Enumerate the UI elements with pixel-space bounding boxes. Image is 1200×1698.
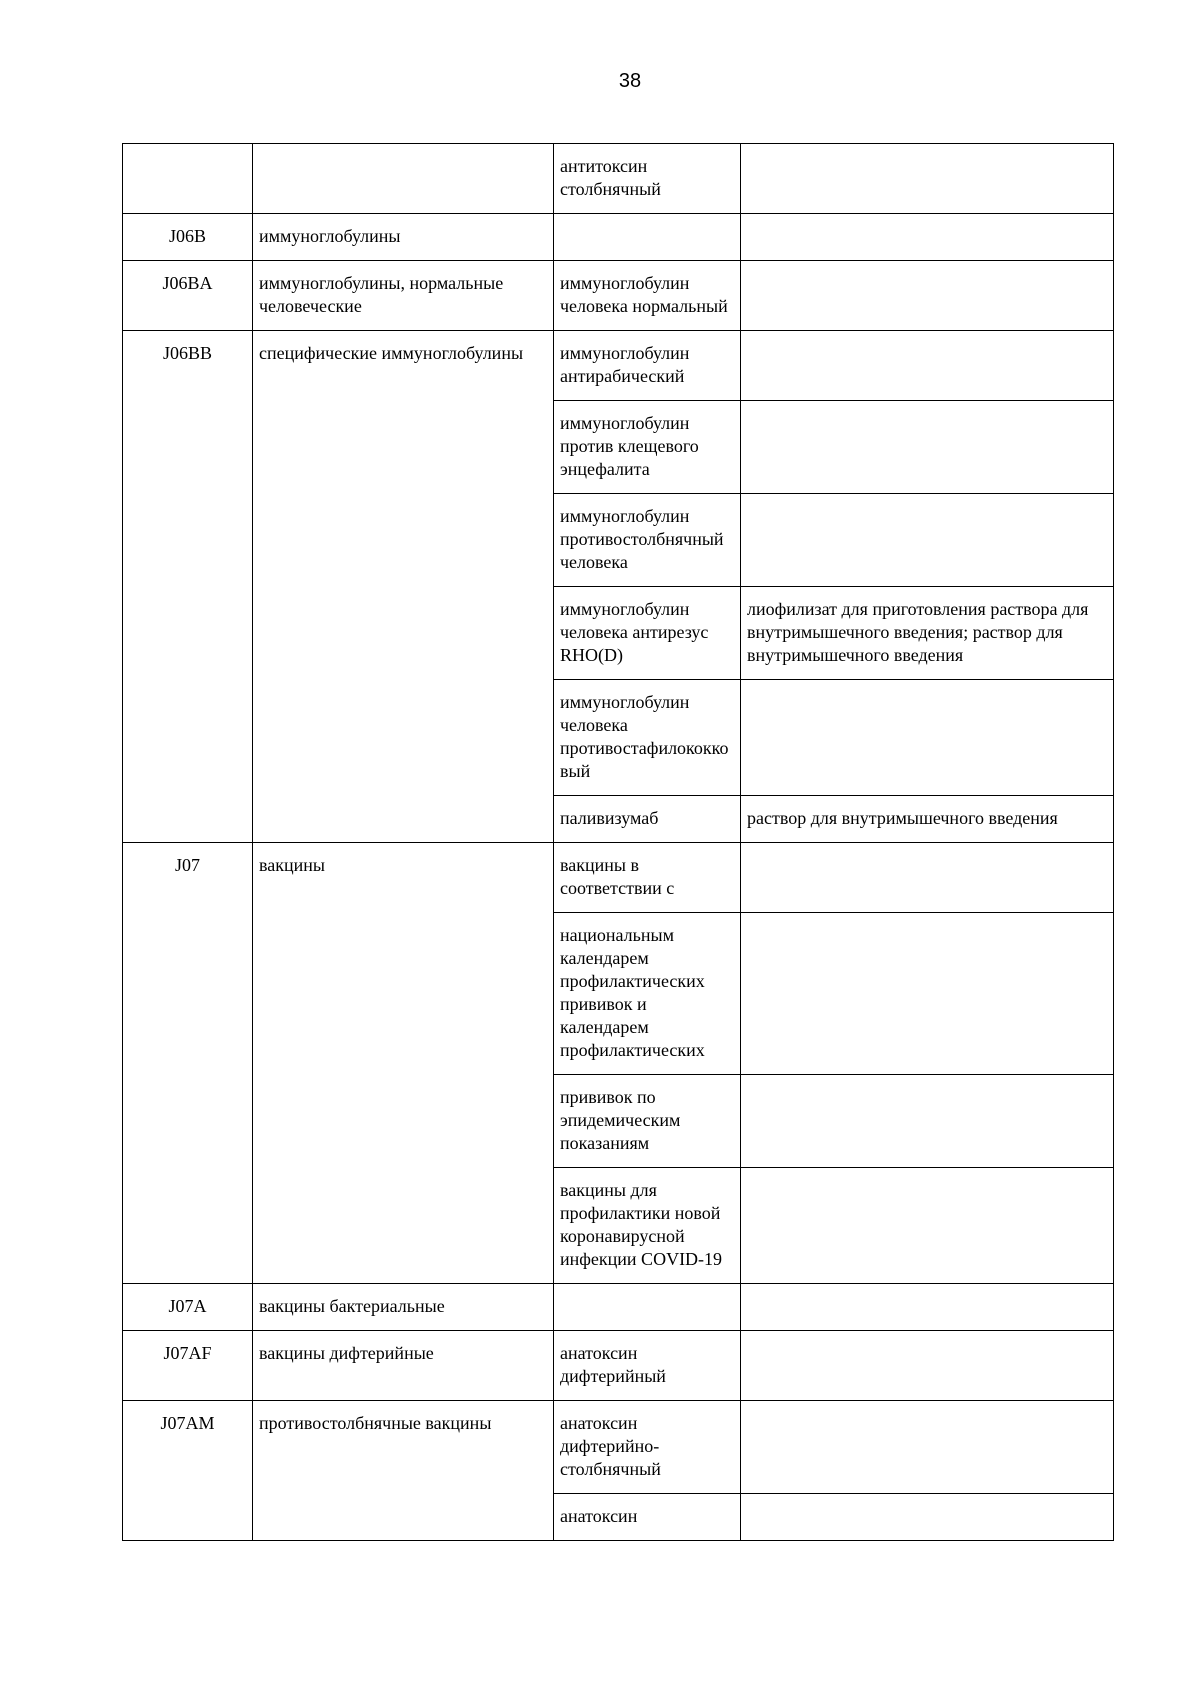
dosage-form-cell: лиофилизат для приготовления раствора для внутримышечного введения; раствор для внутримышечного введения: [741, 587, 1114, 680]
group-name-cell: противостолбнячные вакцины: [253, 1401, 554, 1541]
group-name-cell: специфические иммуноглобулины: [253, 331, 554, 843]
atc-code-cell: J06BA: [123, 261, 253, 331]
drug-name-cell: иммуноглобулин человека противостафилококковый: [554, 680, 741, 796]
table-row: [123, 1401, 1114, 1494]
drug-name-cell: иммуноглобулин антирабический: [554, 331, 741, 401]
dosage-form-cell: [741, 843, 1114, 913]
atc-code-cell: J07AF: [123, 1331, 253, 1401]
table-row: [123, 1284, 1114, 1331]
drug-name-cell: [554, 214, 741, 261]
table-row: [123, 843, 1114, 913]
dosage-form-cell: [741, 401, 1114, 494]
atc-code-cell: J06B: [123, 214, 253, 261]
atc-code-cell: J07A: [123, 1284, 253, 1331]
atc-code-cell: J07: [123, 843, 253, 1284]
table-row: [123, 331, 1114, 401]
group-name-cell: вакцины дифтерийные: [253, 1331, 554, 1401]
dosage-form-cell: [741, 144, 1114, 214]
drug-name-cell: вакцины для профилактики новой коронавирусной инфекции COVID-19: [554, 1168, 741, 1284]
dosage-form-cell: [741, 331, 1114, 401]
drug-name-cell: иммуноглобулин человека антирезус RHO(D): [554, 587, 741, 680]
drug-name-cell: прививок по эпидемическим показаниям: [554, 1075, 741, 1168]
drug-name-cell: анатоксин дифтерийно-столбнячный: [554, 1401, 741, 1494]
drug-name-cell: анатоксин дифтерийный: [554, 1331, 741, 1401]
table-row: [123, 1331, 1114, 1401]
drug-name-cell: национальным календарем профилактических прививок и календарем профилактических: [554, 913, 741, 1075]
dosage-form-cell: раствор для внутримышечного введения: [741, 796, 1114, 843]
dosage-form-cell: [741, 1401, 1114, 1494]
dosage-form-cell: [741, 494, 1114, 587]
page-number: 38: [618, 70, 642, 92]
drug-name-cell: анатоксин: [554, 1494, 741, 1541]
dosage-form-cell: [741, 1075, 1114, 1168]
dosage-form-cell: [741, 1168, 1114, 1284]
atc-code-cell: J06BB: [123, 331, 253, 843]
dosage-form-cell: [741, 1331, 1114, 1401]
dosage-form-cell: [741, 913, 1114, 1075]
drug-name-cell: иммуноглобулин противостолбнячный человека: [554, 494, 741, 587]
drug-table: [122, 143, 1114, 1541]
atc-code-cell: J07AM: [123, 1401, 253, 1541]
table-row: [123, 261, 1114, 331]
table-row: [123, 214, 1114, 261]
group-name-cell: вакцины бактериальные: [253, 1284, 554, 1331]
group-name-cell: вакцины: [253, 843, 554, 1284]
group-name-cell: иммуноглобулины, нормальные человеческие: [253, 261, 554, 331]
drug-name-cell: вакцины в соответствии с: [554, 843, 741, 913]
dosage-form-cell: [741, 680, 1114, 796]
drug-name-cell: паливизумаб: [554, 796, 741, 843]
dosage-form-cell: [741, 261, 1114, 331]
drug-name-cell: антитоксин столбнячный: [554, 144, 741, 214]
dosage-form-cell: [741, 214, 1114, 261]
drug-name-cell: иммуноглобулин человека нормальный: [554, 261, 741, 331]
drug-name-cell: иммуноглобулин против клещевого энцефалита: [554, 401, 741, 494]
dosage-form-cell: [741, 1494, 1114, 1541]
group-name-cell: иммуноглобулины: [253, 214, 554, 261]
group-name-cell: [253, 144, 554, 214]
atc-code-cell: [123, 144, 253, 214]
table-row: [123, 144, 1114, 214]
drug-name-cell: [554, 1284, 741, 1331]
dosage-form-cell: [741, 1284, 1114, 1331]
